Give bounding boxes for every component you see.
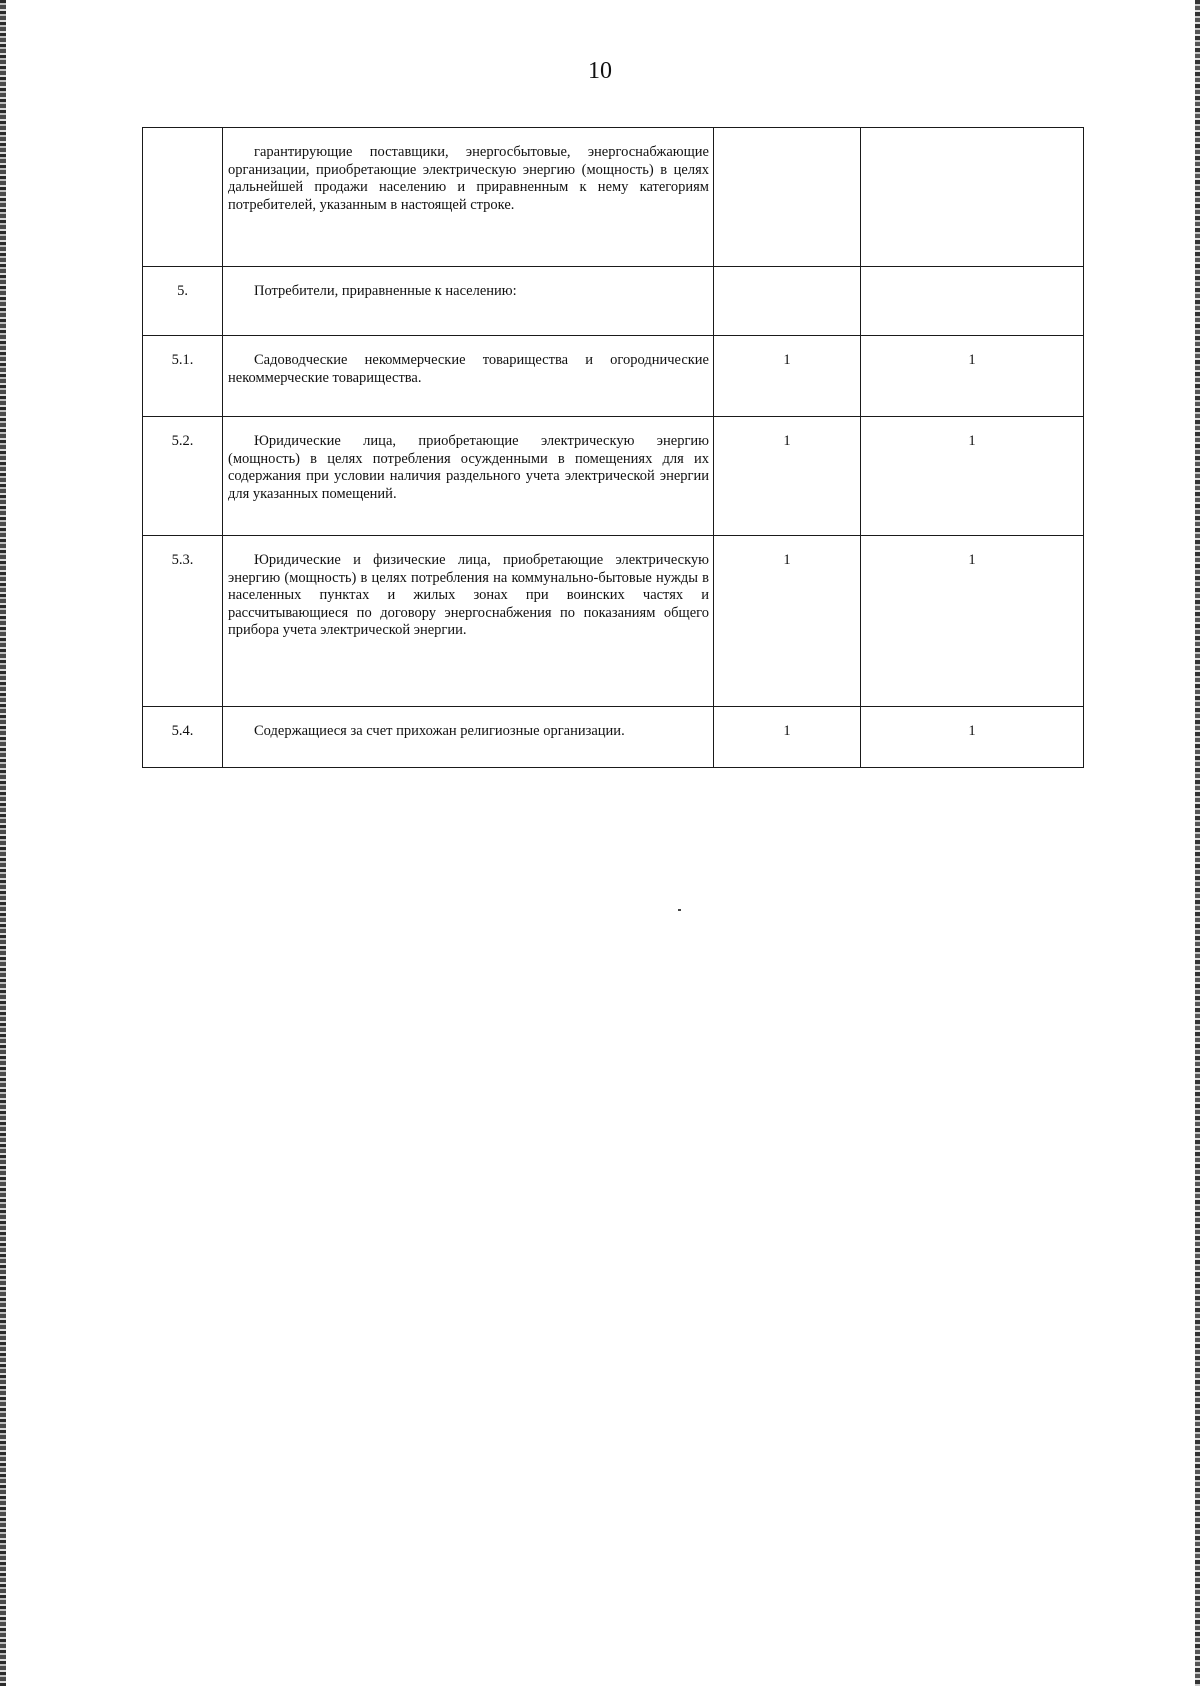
row-description xyxy=(223,128,714,267)
row-description xyxy=(223,707,714,768)
row-value-2: 1 xyxy=(861,417,1084,536)
row-description-text: Содержащиеся за счет прихожан религиозные организации. xyxy=(254,723,625,739)
table-row xyxy=(143,707,1084,768)
row-value-2 xyxy=(861,267,1084,336)
row-value-2: 1 xyxy=(861,336,1084,417)
row-value-1: 1 xyxy=(714,336,861,417)
row-number: 5.3. xyxy=(143,536,223,707)
row-description xyxy=(223,417,714,536)
row-number: 5.1. xyxy=(143,336,223,417)
row-value-1: 1 xyxy=(714,707,861,768)
row-number: 5.2. xyxy=(143,417,223,536)
table-row xyxy=(143,267,1084,336)
table-row xyxy=(143,417,1084,536)
row-description-text: Потребители, приравненные к населению: xyxy=(254,283,517,299)
row-value-2: 1 xyxy=(861,536,1084,707)
row-number xyxy=(143,128,223,267)
row-number: 5.4. xyxy=(143,707,223,768)
scan-edge-right xyxy=(1195,0,1200,1686)
table-row xyxy=(143,536,1084,707)
row-description-text: Юридические и физические лица, приобретающие электрическую энергию (мощность) в целях потребления на коммунально-бытовые нужды в населенных пунктах и жилых зонах при воинских частях и рассчитывающиеся по договору энергоснабжения по показаниям общего прибора учета электрической энергии. xyxy=(228,552,709,638)
row-value-1: 1 xyxy=(714,536,861,707)
table-row xyxy=(143,128,1084,267)
row-value-1 xyxy=(714,267,861,336)
row-description-text: Садоводческие некоммерческие товарищества и огороднические некоммерческие товарищества. xyxy=(228,352,709,386)
row-number: 5. xyxy=(143,267,223,336)
row-description-text: гарантирующие поставщики, энергосбытовые, энергоснабжающие организации, приобретающие электрическую энергию (мощность) в целях дальнейшей продажи населению и приравненным к нему категориям потребителей, указанным в настоящей строке. xyxy=(228,144,709,213)
row-description xyxy=(223,536,714,707)
row-value-1 xyxy=(714,128,861,267)
row-description xyxy=(223,336,714,417)
row-value-2 xyxy=(861,128,1084,267)
row-description xyxy=(223,267,714,336)
tariff-table xyxy=(142,127,1084,768)
row-value-2: 1 xyxy=(861,707,1084,768)
page-number: 10 xyxy=(588,58,612,84)
scan-edge-left xyxy=(0,0,6,1686)
row-description-text: Юридические лица, приобретающие электрическую энергию (мощность) в целях потребления осужденными в помещениях для их содержания при условии наличия раздельного учета электрической энергии для указанных помещений. xyxy=(228,433,709,502)
row-value-1: 1 xyxy=(714,417,861,536)
scan-speck xyxy=(678,909,681,911)
table-row xyxy=(143,336,1084,417)
